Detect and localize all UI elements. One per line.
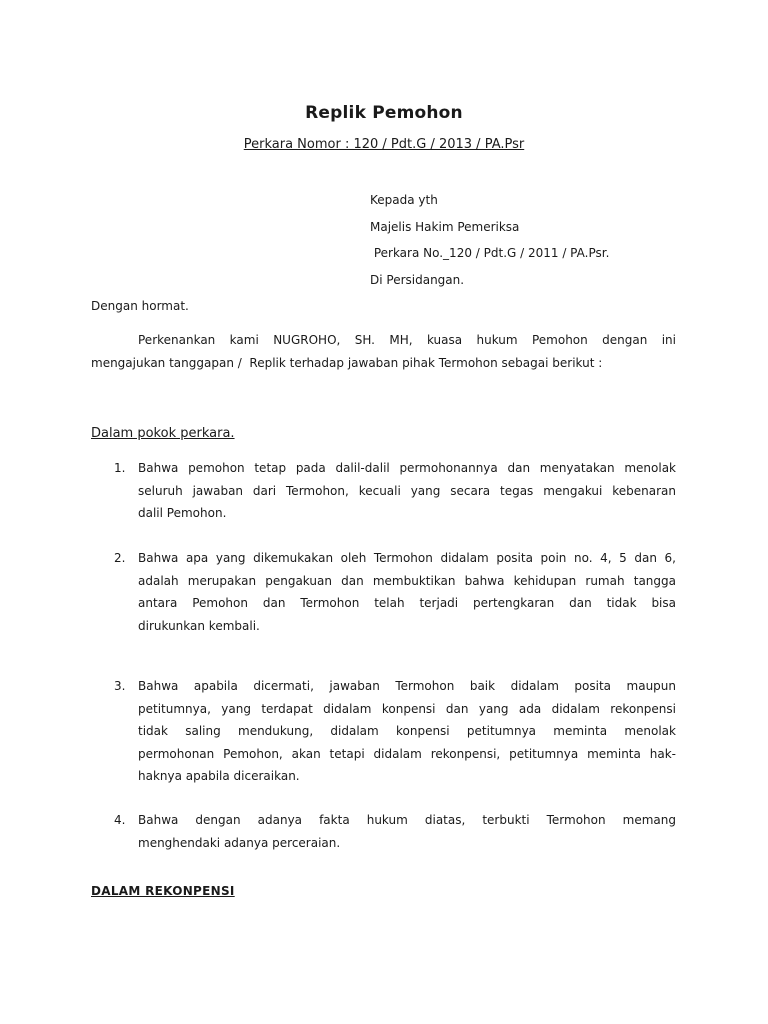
greeting: Dengan hormat. <box>91 299 189 313</box>
list-item <box>138 809 676 854</box>
item-line: petitumnya, yang terdapat didalam konpensi dan yang ada didalam rekonpensi <box>138 701 676 716</box>
item-line: dirukunkan kembali. <box>138 618 260 633</box>
address-line-4: Di Persidangan. <box>370 273 465 287</box>
intro-line-2: mengajukan tanggapan / Replik terhadap jawaban pihak Termohon sebagai berikut : <box>91 356 603 370</box>
item-number: 4. <box>114 813 126 827</box>
address-line-1: Kepada yth <box>370 193 438 207</box>
item-line: Bahwa apabila dicermati, jawaban Termohon baik didalam posita maupun <box>138 679 676 693</box>
item-line: seluruh jawaban dari Termohon, kecuali yang secara tegas mengakui kebenaran <box>138 483 676 498</box>
item-number: 3. <box>114 679 126 693</box>
item-line: Bahwa apa yang dikemukakan oleh Termohon didalam posita poin no. 4, 5 dan 6, <box>138 551 676 565</box>
address-line-3: Perkara No._120 / Pdt.G / 2011 / PA.Psr. <box>370 246 610 260</box>
section-heading-rekonpensi: DALAM REKONPENSI <box>91 884 235 898</box>
item-line: adalah merupakan pengakuan dan membuktikan bahwa kehidupan rumah tangga <box>138 573 676 588</box>
intro-line-1: Perkenankan kami NUGROHO, SH. MH, kuasa hukum Pemohon dengan ini <box>138 333 676 347</box>
item-line: dalil Pemohon. <box>138 506 227 521</box>
list-item <box>138 457 676 525</box>
document-title: Replik Pemohon <box>305 103 463 123</box>
item-line: Bahwa pemohon tetap pada dalil-dalil permohonannya dan menyatakan menolak <box>138 461 676 475</box>
list-item <box>138 675 676 788</box>
item-line: permohonan Pemohon, akan tetapi didalam rekonpensi, petitumnya meminta hak- <box>138 746 676 761</box>
item-line: haknya apabila diceraikan. <box>138 769 300 784</box>
item-line: menghendaki adanya perceraian. <box>138 835 341 850</box>
item-number: 2. <box>114 551 126 565</box>
item-line: tidak saling mendukung, didalam konpensi petitumnya meminta menolak <box>138 724 676 739</box>
list-item <box>138 547 676 637</box>
section-heading-pokok-perkara: Dalam pokok perkara. <box>91 426 235 441</box>
intro-paragraph <box>91 329 676 375</box>
item-number: 1. <box>114 461 126 475</box>
case-number-subtitle: Perkara Nomor : 120 / Pdt.G / 2013 / PA.Psr <box>243 137 525 152</box>
address-line-2: Majelis Hakim Pemeriksa <box>370 220 520 234</box>
item-line: Bahwa dengan adanya fakta hukum diatas, terbukti Termohon memang <box>138 813 676 827</box>
item-line: antara Pemohon dan Termohon telah terjadi pertengkaran dan tidak bisa <box>138 596 676 611</box>
